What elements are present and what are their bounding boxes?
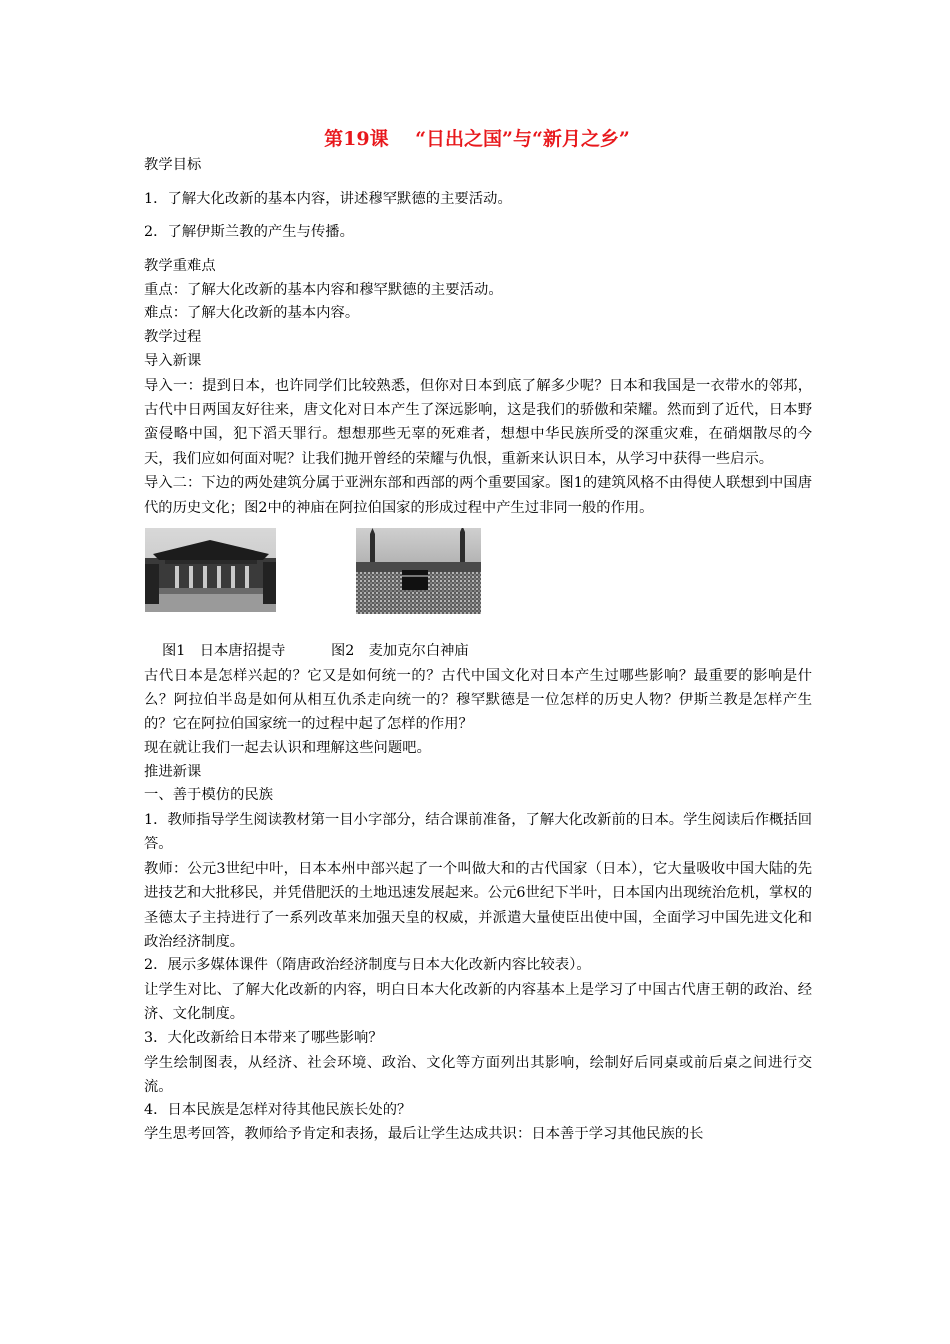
transition-line: 现在就让我们一起去认识和理解这些问题吧。 <box>144 739 431 756</box>
goals-heading: 教学目标 <box>144 157 202 173</box>
step-2: 2．展示多媒体课件（隋唐政治经济制度与日本大化改新内容比较表）。 <box>144 957 591 974</box>
process-heading: 教学过程 <box>144 329 202 346</box>
advance-heading: 推进新课 <box>144 763 202 780</box>
temple-photo <box>145 528 276 612</box>
step-3-detail: 学生绘制图表，从经济、社会环境、政治、文化等方面列出其影响，绘制好后同桌或前后桌之间进行交流。 <box>144 1054 812 1095</box>
difficult-point: 难点：了解大化改新的基本内容。 <box>144 305 360 322</box>
lesson-topic: “日出之国”与“新月之乡” <box>415 128 630 150</box>
part1-heading: 一、善于模仿的民族 <box>144 787 274 804</box>
figure-2-caption: 图2 麦加克尔白神庙 <box>330 642 469 659</box>
goal-item: 2．了解伊斯兰教的产生与传播。 <box>144 224 355 241</box>
questions-paragraph: 古代日本是怎样兴起的？它又是如何统一的？古代中国文化对日本产生过哪些影响？最重要的影响是什么？阿拉伯半岛是如何从相互仇杀走向统一的？穆罕默德是一位怎样的历史人物？伊斯兰教是怎样产生的？它在阿拉伯国家统一的过程中起了怎样的作用？ <box>144 667 812 733</box>
figure-captions <box>144 640 812 664</box>
figure-1-caption: 图1 日本唐招提寺 <box>162 642 286 659</box>
goal-item: 1．了解大化改新的基本内容，讲述穆罕默德的主要活动。 <box>144 190 512 207</box>
teacher-paragraph: 教师：公元3世纪中叶，日本本州中部兴起了一个叫做大和的古代国家（日本），它大量吸收中国大陆的先进技艺和大批移民，并凭借肥沃的土地迅速发展起来。公元6世纪下半叶，日本国内出现统治危机，掌权的圣德太子主持进行了一系列改革来加强天皇的权威，并派遣大量使臣出使中国，全面学习中国先进文化和政治经济制度。 <box>144 860 812 950</box>
lesson-number: 第19课 <box>324 128 389 150</box>
lesson-title <box>142 124 812 154</box>
step-4-detail: 学生思考回答，教师给予肯定和表扬，最后让学生达成共识：日本善于学习其他民族的长 <box>144 1126 704 1143</box>
kaaba-photo <box>356 528 481 614</box>
intro-heading: 导入新课 <box>144 352 202 369</box>
intro-paragraph-1: 导入一：提到日本，也许同学们比较熟悉，但你对日本到底了解多少呢？日本和我国是一衣带水的邻邦，古代中日两国友好往来，唐文化对日本产生了深远影响，这是我们的骄傲和荣耀。然而到了近代，日本野蛮侵略中国，犯下滔天罪行。想想那些无辜的死难者，想想中华民族所受的深重灾难，在硝烟散尽的今天，我们应如何面对呢？让我们抛开曾经的荣耀与仇恨，重新来认识日本，从学习中获得一些启示。 <box>144 377 812 467</box>
step-3: 3．大化改新给日本带来了哪些影响？ <box>144 1029 383 1046</box>
step-4: 4．日本民族是怎样对待其他民族长处的？ <box>144 1102 412 1119</box>
figure-row <box>144 522 812 640</box>
step-2-detail: 让学生对比、了解大化改新的内容，明白日本大化改新的内容基本上是学习了中国古代唐王朝的政治、经济、文化制度。 <box>144 982 812 1023</box>
document-page <box>144 124 812 1147</box>
key-heading: 教学重难点 <box>144 258 216 275</box>
intro-paragraph-2: 导入二：下边的两处建筑分属于亚洲东部和西部的两个重要国家。图1的建筑风格不由得使人联想到中国唐代的历史文化；图2中的神庙在阿拉伯国家的形成过程中产生过非同一般的作用。 <box>144 475 812 516</box>
key-point: 重点：了解大化改新的基本内容和穆罕默德的主要活动。 <box>144 281 503 298</box>
step-1: 1．教师指导学生阅读教材第一目小字部分，结合课前准备，了解大化改新前的日本。学生阅读后作概括回答。 <box>144 811 812 853</box>
